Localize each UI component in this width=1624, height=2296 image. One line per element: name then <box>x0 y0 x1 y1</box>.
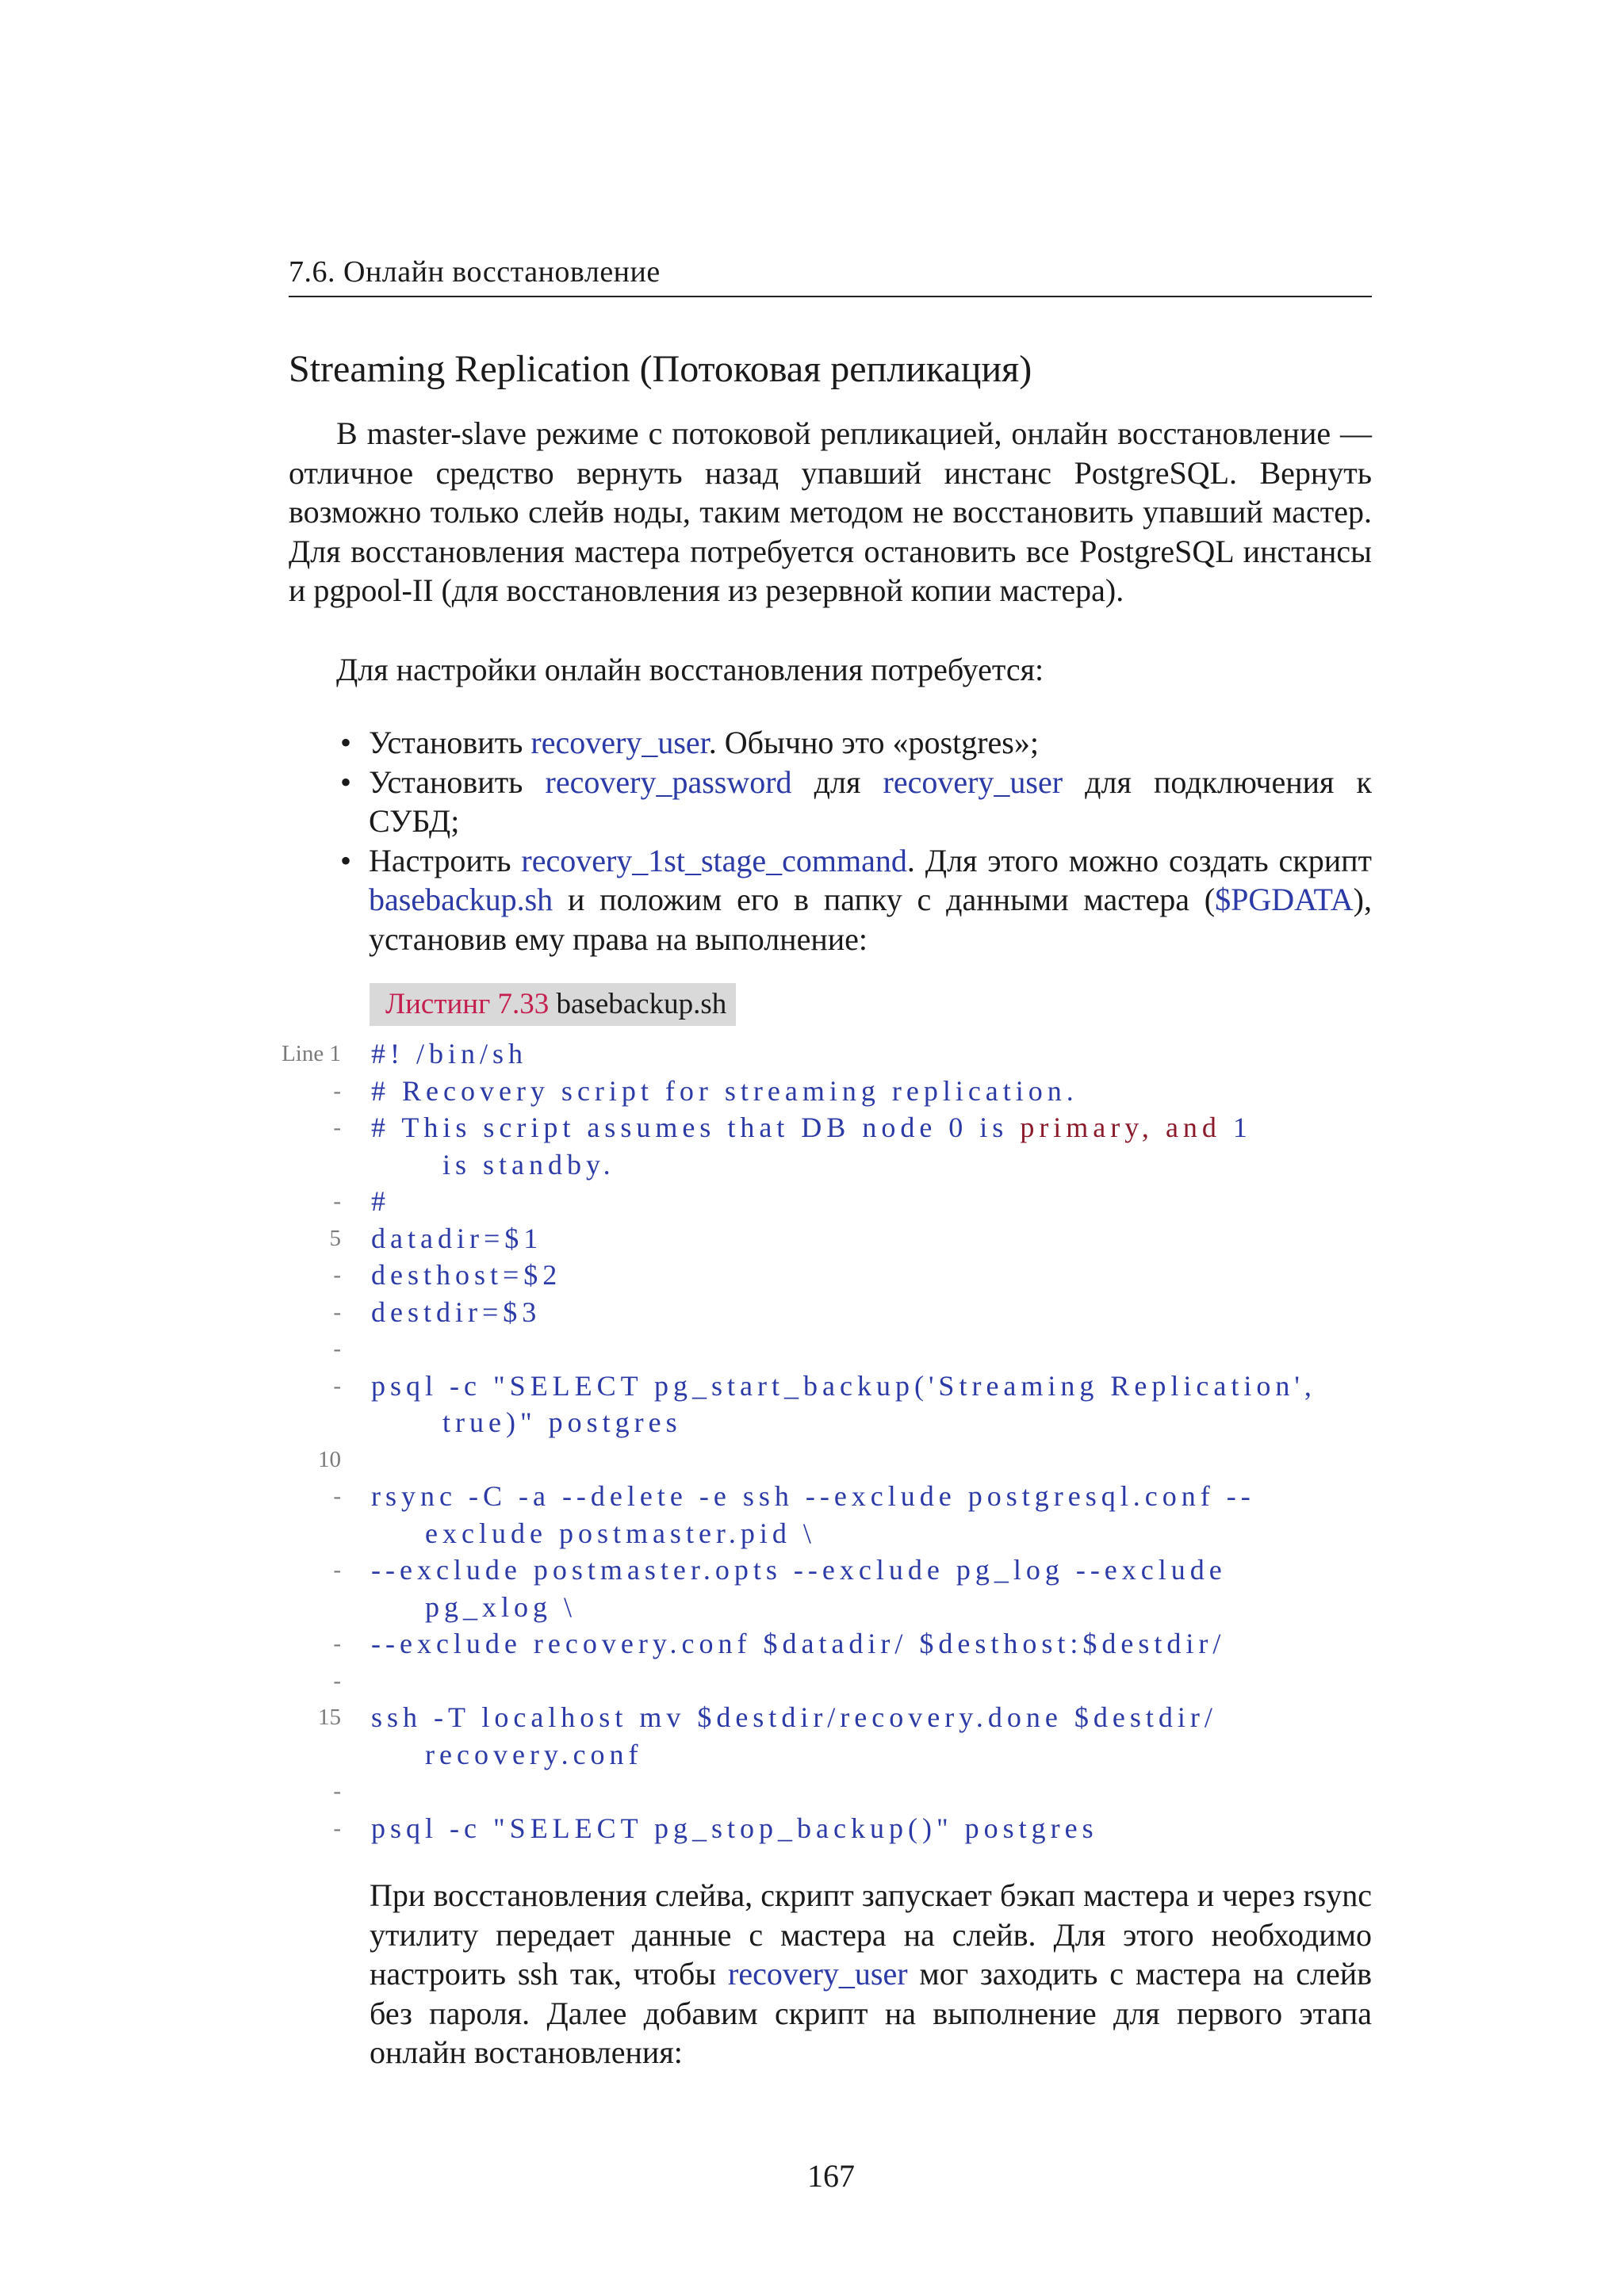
code-text: pg_xlog \ <box>425 1590 577 1623</box>
code-line-continuation <box>0 1589 1624 1626</box>
line-number: - <box>333 1262 341 1288</box>
code-text: recovery.conf <box>425 1738 643 1770</box>
code-line <box>0 1625 1624 1663</box>
code-text: # <box>371 1185 390 1217</box>
page-number: 167 <box>807 2158 855 2194</box>
keyword: primary, <box>1020 1112 1154 1143</box>
explanation-paragraph: При восстановления слейва, скрипт запускает бэкап мастера и через rsync утилиту передает данные с мастера на слейв. Для этого необходимо настроить ssh так, чтобы recovery_user мог заходить с мастера на слейв без пароля. Далее добавим скрипт на выполнение для первого этапа онлайн востановления: <box>370 1877 1372 2071</box>
line-number: 15 <box>318 1705 341 1730</box>
bullet-icon: • <box>339 842 351 878</box>
code-line <box>0 1330 1624 1368</box>
code-text: desthost=$2 <box>371 1259 562 1291</box>
line-number: - <box>333 1631 341 1656</box>
code-reference[interactable]: recovery_password <box>545 763 792 800</box>
code-text: true)" postgres <box>442 1406 682 1438</box>
code-text: # Recovery script for streaming replication. <box>371 1074 1078 1107</box>
line-number: - <box>333 1372 341 1399</box>
line-number: - <box>333 1815 341 1841</box>
code-line <box>0 1109 1624 1146</box>
code-text: ssh -T localhost mv $destdir/recovery.done $destdir/ <box>371 1701 1217 1733</box>
line-number: - <box>333 1115 341 1140</box>
bullet-icon: • <box>339 763 351 800</box>
code-line <box>0 1478 1624 1515</box>
line-number: - <box>333 1483 341 1509</box>
code-line <box>0 1773 1624 1810</box>
code-line <box>0 1699 1624 1736</box>
code-line <box>0 1663 1624 1700</box>
code-line <box>0 1294 1624 1331</box>
intro-paragraph: В master-slave режиме с потоковой репликацией, онлайн восстановление — отличное средство вернуть назад упавший инстанс PostgreSQL. Вернуть возможно только слейв ноды, таким методом не восстановить упавший мастер. Для восстановления мастера потребуется остановить все PostgreSQL инстансы и pgpool-II (для восстановления из резервной копии мастера). <box>289 415 1372 609</box>
bullet-icon: • <box>339 725 351 760</box>
line-number: 5 <box>329 1225 341 1251</box>
code-listing <box>0 1035 1624 1846</box>
code-line-continuation <box>0 1515 1624 1552</box>
code-text: exclude postmaster.pid \ <box>425 1517 816 1549</box>
code-reference[interactable]: recovery_1st_stage_command <box>521 842 907 878</box>
code-text: --exclude postmaster.opts --exclude pg_log --exclude <box>371 1554 1227 1586</box>
line-number: Line 1 <box>282 1041 341 1066</box>
line-number: - <box>333 1299 341 1325</box>
line-number: - <box>333 1778 341 1804</box>
code-reference[interactable]: recovery_user <box>530 725 709 760</box>
requirements-list <box>289 723 1372 959</box>
code-reference[interactable]: recovery_user <box>728 1956 908 1992</box>
code-text: is standby. <box>442 1148 615 1181</box>
listing-filename: basebackup.sh <box>549 988 727 1020</box>
code-line <box>0 1220 1624 1257</box>
code-line <box>0 1368 1624 1405</box>
code-reference[interactable]: basebackup.sh <box>369 882 553 918</box>
code-line <box>0 1810 1624 1847</box>
code-line <box>0 1035 1624 1073</box>
line-number: 10 <box>318 1446 341 1472</box>
header-rule <box>289 296 1372 297</box>
line-number: - <box>333 1336 341 1361</box>
listing-caption <box>370 983 736 1026</box>
code-line <box>0 1257 1624 1294</box>
line-number: - <box>333 1077 341 1104</box>
code-reference[interactable]: recovery_user <box>883 763 1063 800</box>
setup-paragraph: Для настройки онлайн восстановления потребуется: <box>336 652 1044 687</box>
code-text: #! /bin/sh <box>371 1038 528 1070</box>
code-line <box>0 1441 1624 1479</box>
code-text: # This script assumes that DB node 0 is primary, and 1 <box>371 1112 1252 1143</box>
code-reference[interactable]: $PGDATA <box>1215 882 1354 918</box>
running-header: 7.6. Онлайн восстановление <box>289 255 661 289</box>
code-line <box>0 1552 1624 1589</box>
code-text: datadir=$1 <box>371 1222 543 1254</box>
list-item: • Установить recovery_password для recovery_user для подключения к СУБД; <box>289 763 1372 841</box>
code-text: rsync -C -a --delete -e ssh --exclude postgresql.conf -- <box>371 1480 1255 1512</box>
list-item: • Установить recovery_user. Обычно это «postgres»; <box>289 723 1372 763</box>
code-line-continuation <box>0 1736 1624 1774</box>
code-line <box>0 1183 1624 1220</box>
line-number: - <box>333 1557 341 1582</box>
code-line <box>0 1073 1624 1110</box>
section-title: Streaming Replication (Потоковая репликация) <box>289 348 1032 390</box>
code-line-continuation <box>0 1146 1624 1184</box>
listing-label: Листинг 7.33 <box>385 988 550 1020</box>
code-text: psql -c "SELECT pg_stop_backup()" postgres <box>371 1812 1098 1844</box>
code-text: psql -c "SELECT pg_start_backup('Streaming Replication', <box>371 1369 1316 1402</box>
code-line-continuation <box>0 1404 1624 1441</box>
list-item: • Настроить recovery_1st_stage_command. Для этого можно создать скрипт basebackup.sh и положим его в папку с данными мастера ($PGDATA), установив ему права на выполнение: <box>289 841 1372 959</box>
line-number: - <box>333 1667 341 1693</box>
code-text: destdir=$3 <box>371 1295 542 1328</box>
line-number: - <box>333 1188 341 1214</box>
keyword: and <box>1165 1112 1221 1143</box>
code-text: --exclude recovery.conf $datadir/ $desthost:$destdir/ <box>371 1628 1226 1659</box>
